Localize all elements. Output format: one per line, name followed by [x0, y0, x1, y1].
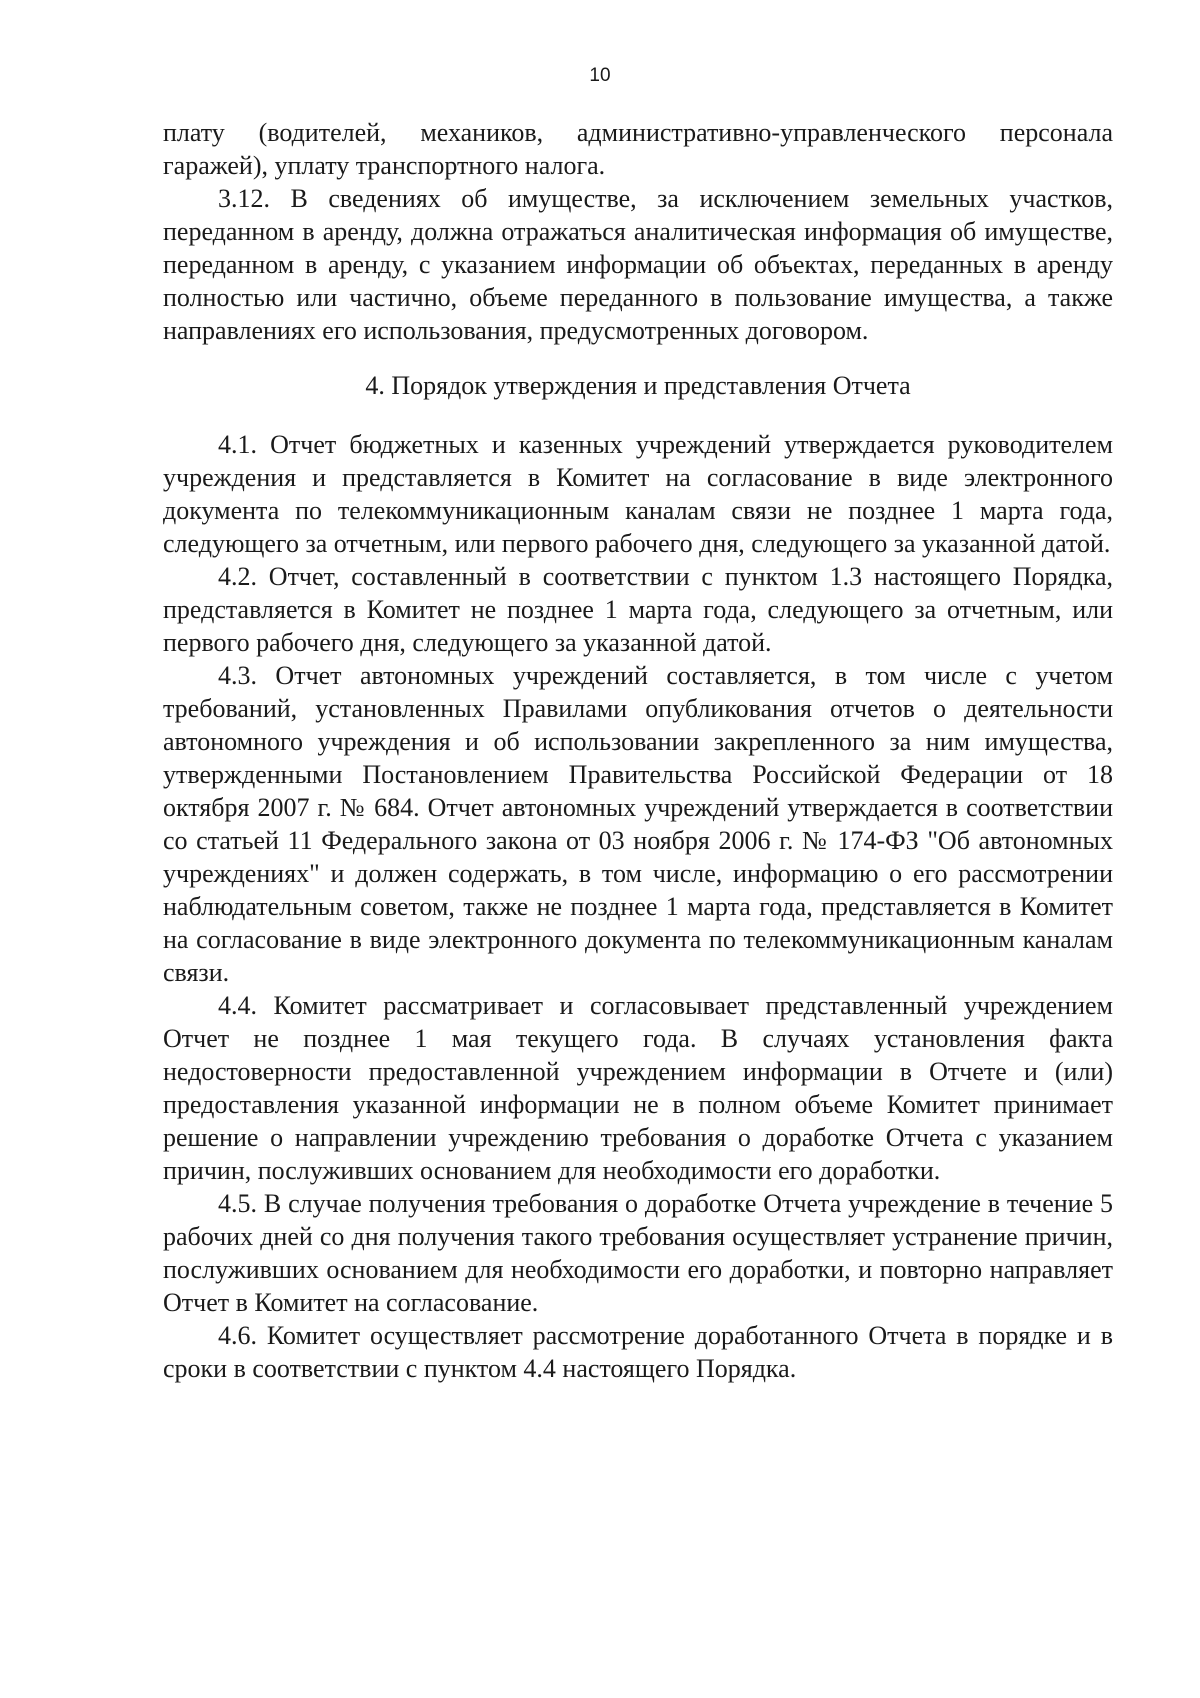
paragraph-4-6: 4.6. Комитет осуществляет рассмотрение доработанного Отчета в порядке и в сроки в соответствии с пунктом 4.4 настоящего Порядка. — [163, 1321, 1113, 1383]
page-number: 10 — [589, 65, 611, 86]
paragraph-4-5: 4.5. В случае получения требования о доработке Отчета учреждение в течение 5 рабочих дней со дня получения такого требования осуществляет устранение причин, послуживших основанием для необходимости его доработки, и повторно направляет Отчет в Комитет на согласование. — [163, 1189, 1113, 1317]
paragraph-4-1: 4.1. Отчет бюджетных и казенных учреждений утверждается руководителем учреждения и представляется в Комитет на согласование в виде электронного документа по телекоммуникационным каналам связи не позднее 1 марта года, следующего за отчетным, или первого рабочего дня, следующего за указанной датой. — [163, 430, 1113, 558]
paragraph-4-4: 4.4. Комитет рассматривает и согласовывает представленный учреждением Отчет не позднее 1 мая текущего года. В случаях установления факта недостоверности предоставленной учреждением информации в Отчете и (или) предоставления указанной информации не в полном объеме Комитет принимает решение о направлении учреждению требования о доработке Отчета с указанием причин, послуживших основанием для необходимости его доработки. — [163, 991, 1113, 1185]
paragraph-4-2: 4.2. Отчет, составленный в соответствии с пунктом 1.3 настоящего Порядка, представляется в Комитет не позднее 1 марта года, следующего за отчетным, или первого рабочего дня, следующего за указанной датой. — [163, 562, 1113, 657]
paragraph-4-3: 4.3. Отчет автономных учреждений составляется, в том числе с учетом требований, установленных Правилами опубликования отчетов о деятельности автономного учреждения и об использовании закрепленного за ним имущества, утвержденными Постановлением Правительства Российской Федерации от 18 октября 2007 г. № 684. Отчет автономных учреждений утверждается в соответствии со статьей 11 Федерального закона от 03 ноября 2006 г. № 174-ФЗ "Об автономных учреждениях" и должен содержать, в том числе, информацию о его рассмотрении наблюдательным советом, также не позднее 1 марта года, представляется в Комитет на согласование в виде электронного документа по телекоммуникационным каналам связи. — [163, 661, 1113, 987]
section-heading-4: 4. Порядок утверждения и представления Отчета — [365, 371, 911, 400]
paragraph-3-12: 3.12. В сведениях об имуществе, за исключением земельных участков, переданном в аренду, должна отражаться аналитическая информация об имуществе, переданном в аренду, с указанием информации об объектах, переданных в аренду полностью или частично, объеме переданного в пользование имущества, а также направлениях его использования, предусмотренных договором. — [163, 184, 1113, 345]
paragraph-continuation: плату (водителей, механиков, административно-управленческого персонала гаражей), уплату транспортного налога. — [163, 118, 1113, 180]
document-body — [163, 116, 1113, 1385]
